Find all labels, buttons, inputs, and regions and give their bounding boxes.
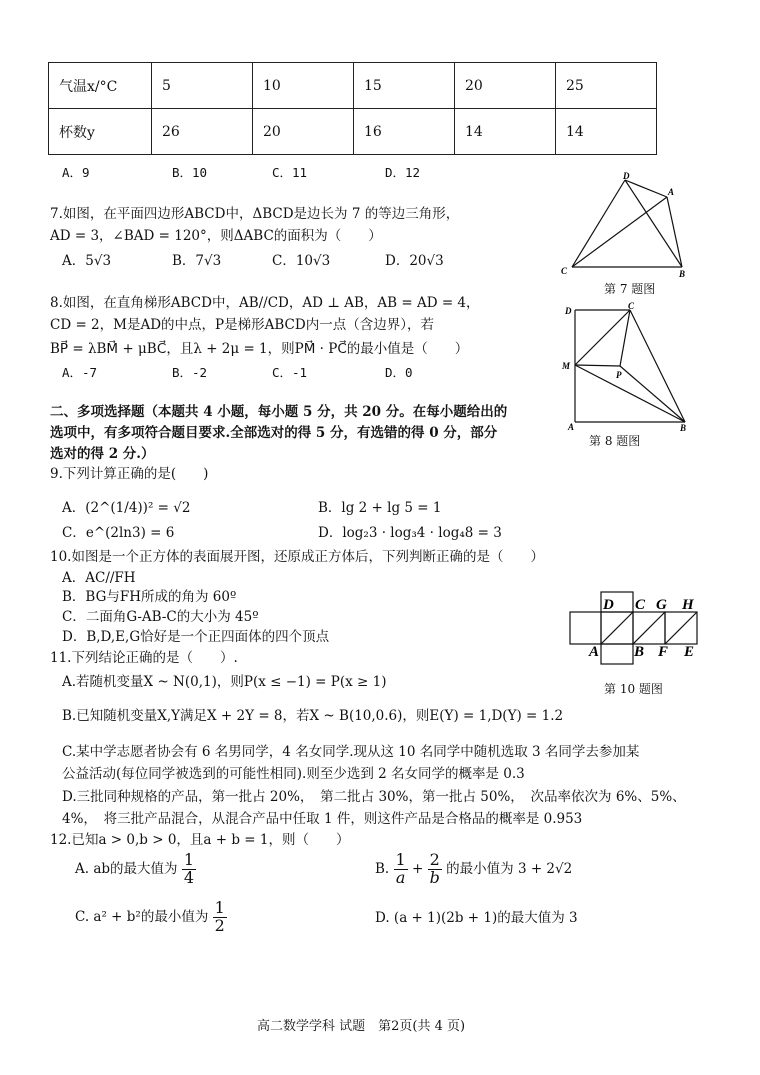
q7-option-d: D．20√3	[385, 253, 444, 269]
q7-label-d: D	[623, 171, 630, 181]
section-heading-line1: 二、多项选择题（本题共 4 小题，每小题 5 分，共 20 分。在每小题给出的	[50, 404, 508, 420]
q8-figure	[560, 300, 710, 435]
q12-option-b	[375, 852, 572, 887]
q10-label-g: G	[656, 597, 667, 613]
q6-option-b: B．10	[172, 165, 208, 180]
q7-label-b: B	[679, 269, 686, 279]
section-heading-line2: 选项中，有多项符合题目要求.全部选对的得 5 分，有选错的得 0 分，部分	[50, 425, 498, 441]
table-cell: 14	[455, 109, 556, 155]
q11-stem: 11.下列结论正确的是（ ）.	[50, 650, 238, 666]
table-cell: 14	[556, 109, 657, 155]
section-heading-line3: 选对的得 2 分.）	[50, 446, 155, 462]
q8-stem-line2: CD = 2，M是AD的中点，P是梯形ABCD内一点（含边界），若	[50, 317, 434, 333]
denominator: 4	[183, 867, 195, 887]
page-footer: 高二数学学科 试题 第2页(共 4 页)	[257, 1019, 466, 1034]
table-header-cell: 杯数y	[49, 109, 152, 155]
q10-stem: 10.如图是一个正方体的表面展开图，还原成正方体后，下列判断正确的是（ ）	[50, 549, 544, 565]
plus-sign: +	[412, 860, 424, 877]
table-row	[49, 63, 657, 109]
table-cell: 26	[152, 109, 253, 155]
q8-option-b: B．-2	[172, 365, 208, 380]
q6-option-d: D．12	[385, 165, 421, 180]
q8-label-b: B	[680, 423, 687, 433]
numerator: 2	[428, 852, 442, 870]
q9-option-d: D．log₂3 · log₃4 · log₄8 = 3	[318, 525, 502, 541]
q6-option-c: C．11	[272, 165, 308, 180]
q10-label-b: B	[634, 644, 645, 660]
q6-option-a: A．9	[62, 165, 90, 180]
q7-stem-line1: 7.如图，在平面四边形ABCD中，ΔBCD是边长为 7 的等边三角形，	[50, 206, 460, 222]
numerator: 1	[183, 850, 195, 869]
table-cell: 5	[152, 63, 253, 109]
q7-option-a: A．5√3	[62, 253, 112, 269]
q8-label-p: P	[616, 370, 622, 380]
q11-option-c-line1: C.某中学志愿者协会有 6 名男同学，4 名女同学.现从这 10 名同学中随机选取 3 名同学去参加某	[62, 744, 640, 760]
q12-option-c-text: C. a² + b²的最小值为	[75, 908, 209, 925]
q8-option-d: D．0	[385, 365, 413, 380]
q11-option-c-line2: 公益活动(每位同学被选到的可能性相同).则至少选到 2 名女同学的概率是 0.3	[62, 766, 525, 782]
q8-option-c: C．-1	[272, 365, 308, 380]
table-row	[49, 109, 657, 155]
fraction	[213, 900, 227, 935]
q8-label-m: M	[562, 361, 571, 371]
table-cell: 15	[354, 63, 455, 109]
q9-stem: 9.下列计算正确的是( )	[50, 466, 209, 482]
q8-label-c: C	[628, 301, 635, 311]
fraction	[394, 852, 408, 887]
q11-option-b: B.已知随机变量X,Y满足X + 2Y = 8，若X ~ B(10,0.6)，则E(Y) = 1,D(Y) = 1.2	[62, 708, 564, 724]
table-cell: 25	[556, 63, 657, 109]
q9-option-a: A．(2^(1/4))² = √2	[62, 500, 191, 516]
fraction	[182, 852, 196, 887]
q12-option-b-label: B.	[375, 860, 390, 877]
q7-label-c: C	[561, 266, 568, 276]
q7-label-a: A	[668, 187, 675, 197]
denominator: b	[429, 867, 440, 887]
q7-option-b: B．7√3	[172, 253, 222, 269]
q10-label-a: A	[589, 644, 600, 660]
q10-caption: 第 10 题图	[604, 682, 663, 696]
q8-stem-line3: BP⃗ = λBM⃗ + μBC⃗，且λ + 2μ = 1，则PM⃗ · PC⃗的最小值是（ ）	[50, 341, 469, 357]
q12-stem: 12.已知a > 0,b > 0，且a + b = 1，则（ ）	[50, 832, 350, 848]
denominator: 2	[214, 915, 225, 935]
denominator: a	[395, 867, 406, 887]
fraction	[428, 852, 442, 887]
q10-option-d: D．B,D,E,G恰好是一个正四面体的四个顶点	[62, 629, 330, 645]
table-cell: 10	[253, 63, 354, 109]
q10-label-f: F	[658, 644, 669, 660]
q10-label-e: E	[684, 644, 695, 660]
q7-option-c: C．10√3	[272, 253, 331, 269]
q10-label-d: D	[603, 597, 614, 613]
q10-option-c: C．二面角G-AB-C的大小为 45º	[62, 609, 259, 625]
q7-figure	[555, 170, 705, 280]
q8-option-a: A．-7	[62, 365, 98, 380]
q10-label-c: C	[635, 597, 646, 613]
q11-option-a: A.若随机变量X ~ N(0,1)，则P(x ≤ −1) = P(x ≥ 1)	[62, 674, 387, 690]
numerator: 1	[395, 850, 406, 869]
q7-caption: 第 7 题图	[604, 282, 656, 296]
q11-option-d-line1: D.三批同种规格的产品，第一批占 20%， 第二批占 30%，第一批占 50%， 次品率依次为 6%、5%、	[62, 789, 686, 805]
q11-option-d-line2: 4%， 将三批产品混合，从混合产品中任取 1 件，则这件产品是合格品的概率是 0.953	[62, 811, 583, 827]
data-table	[48, 62, 657, 155]
q8-label-d: D	[565, 306, 572, 316]
q12-option-a	[75, 852, 196, 887]
q12-option-d: D. (a + 1)(2b + 1)的最大值为 3	[375, 910, 578, 926]
q10-cube-net	[565, 590, 715, 665]
q10-label-h: H	[682, 597, 694, 613]
table-cell: 16	[354, 109, 455, 155]
q8-stem-line1: 8.如图，在直角梯形ABCD中，AB//CD，AD ⊥ AB，AB = AD = 4，	[50, 295, 480, 311]
table-cell: 20	[455, 63, 556, 109]
q7-stem-line2: AD = 3，∠BAD = 120°，则ΔABC的面积为（ ）	[50, 228, 382, 244]
numerator: 1	[214, 898, 225, 917]
q12-option-b-text: 的最小值为 3 + 2√2	[446, 860, 573, 877]
q10-option-b: B．BG与FH所成的角为 60º	[62, 589, 237, 605]
q12-option-a-text: A. ab的最大值为	[75, 860, 178, 877]
q8-label-a: A	[568, 422, 575, 432]
q12-option-c	[75, 900, 227, 935]
q10-option-a: A．AC//FH	[62, 570, 136, 586]
q9-option-b: B．lg 2 + lg 5 = 1	[318, 500, 442, 516]
q8-caption: 第 8 题图	[589, 434, 641, 448]
table-header-cell: 气温x/°C	[49, 63, 152, 109]
table-cell: 20	[253, 109, 354, 155]
q9-option-c: C．e^(2ln3) = 6	[62, 525, 175, 541]
